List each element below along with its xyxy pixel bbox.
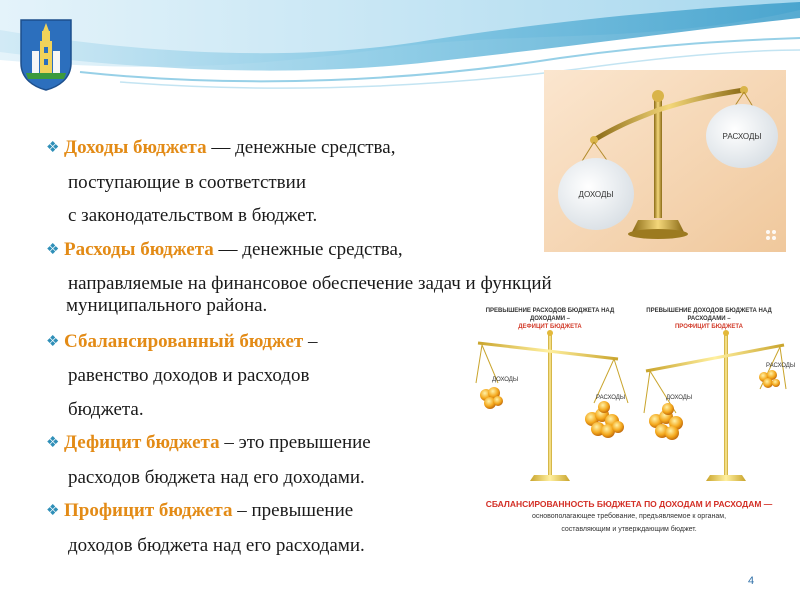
term: Доходы бюджета xyxy=(64,137,207,158)
term: Сбалансированный бюджет xyxy=(64,330,304,352)
balance-caption: СБАЛАНСИРОВАННОСТЬ БЮДЖЕТА ПО ДОХОДАМ И РАСХОДАМ — основополагающее требование, предъявляемое к органам, составляющим и утверждающим бюджет. xyxy=(485,499,773,533)
page-number: 4 xyxy=(748,575,755,587)
diamond-bullet-icon: ❖ xyxy=(46,333,60,350)
term: Расходы бюджета xyxy=(64,238,214,260)
expense-label: РАСХОДЫ xyxy=(722,132,762,141)
diamond-bullet-icon: ❖ xyxy=(46,241,60,258)
definition-expenses: ❖ Расходы бюджета — денежные средства, xyxy=(46,233,746,268)
coat-of-arms-icon xyxy=(18,17,74,91)
definition-text: муниципального района. xyxy=(66,294,268,316)
term: Дефицит бюджета xyxy=(64,432,220,453)
definition-text: равенство доходов и расходов xyxy=(68,365,310,386)
term: Профицит бюджета xyxy=(64,500,233,521)
income-label: ДОХОДЫ xyxy=(578,190,614,199)
definition-text: направляемые на финансовое обеспечение задач и функций xyxy=(68,273,552,294)
definition-text: поступающие в соответствии xyxy=(68,171,306,193)
definition-text: доходов бюджета над его расходами. xyxy=(68,534,365,556)
deficit-surplus-illustration xyxy=(468,301,796,557)
diamond-bullet-icon: ❖ xyxy=(46,503,60,519)
definition-text: расходов бюджета над его доходами. xyxy=(68,466,365,488)
scales-illustration xyxy=(544,70,786,252)
definition-balanced: ❖ Сбалансированный бюджет – xyxy=(46,325,746,360)
definition-income: ❖ Доходы бюджета — денежные средства, xyxy=(46,131,746,166)
diamond-bullet-icon: ❖ xyxy=(46,435,60,451)
expense-label: РАСХОДЫ xyxy=(766,363,796,369)
left-heading: ПРЕВЫШЕНИЕ РАСХОДОВ БЮДЖЕТА НАД ДОХОДАМИ – ДЕФИЦИТ БЮДЖЕТА xyxy=(485,308,615,330)
right-heading: ПРЕВЫШЕНИЕ ДОХОДОВ БЮДЖЕТА НАД РАСХОДАМИ – ПРОФИЦИТ БЮДЖЕТА xyxy=(646,308,772,330)
definition-deficit: ❖ Дефицит бюджета – это превышение xyxy=(46,426,746,461)
definition-text: бюджета. xyxy=(68,398,144,420)
expense-label: РАСХОДЫ xyxy=(596,395,626,401)
coins-icon xyxy=(649,370,780,440)
definition-text: с законодательством в бюджет. xyxy=(68,205,318,226)
diamond-bullet-icon: ❖ xyxy=(46,140,60,156)
scales-pair xyxy=(468,323,796,493)
definition-surplus: ❖ Профицит бюджета – превышение xyxy=(46,494,746,529)
income-label: ДОХОДЫ xyxy=(666,395,693,401)
income-label: ДОХОДЫ xyxy=(492,377,519,383)
